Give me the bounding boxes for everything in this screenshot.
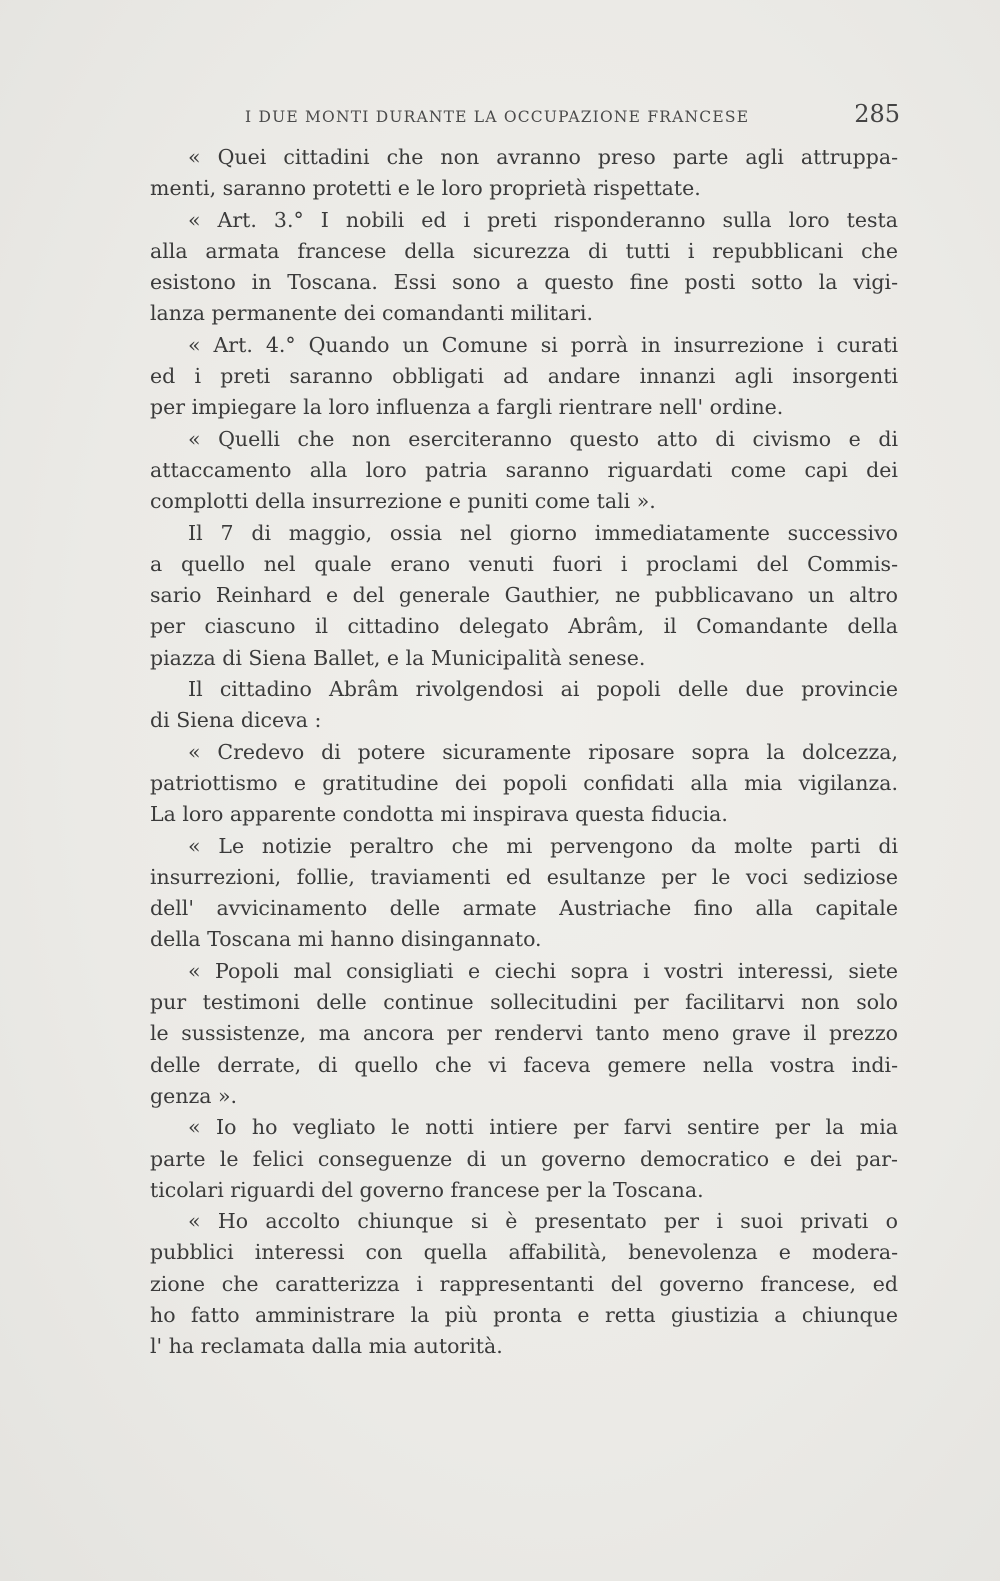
text-line: menti, saranno protetti e le loro proprietà rispettate.	[150, 176, 701, 201]
text-line: « Credevo di potere sicuramente riposare sopra la dolcezza,	[188, 739, 898, 764]
body-text	[150, 142, 898, 1363]
text-line: delle derrate, di quello che vi faceva gemere nella vostra indi-	[150, 1052, 898, 1077]
text-line: ho fatto amministrare la più pronta e retta giustizia a chiunque	[150, 1302, 898, 1327]
text-line: « Ho accolto chiunque si è presentato per i suoi privati o	[188, 1209, 898, 1234]
text-line: « Quelli che non eserciteranno questo atto di civismo e di	[188, 426, 898, 451]
text-line: le sussistenze, ma ancora per rendervi tanto meno grave il prezzo	[150, 1021, 898, 1046]
text-line: a quello nel quale erano venuti fuori i proclami del Commis-	[150, 551, 898, 576]
running-head	[150, 100, 900, 136]
text-line: « Quei cittadini che non avranno preso parte agli attruppa-	[188, 145, 898, 169]
text-line: patriottismo e gratitudine dei popoli confidati alla mia vigilanza.	[150, 770, 898, 795]
text-line: l' ha reclamata dalla mia autorità.	[150, 1334, 503, 1359]
text-line: alla armata francese della sicurezza di tutti i repubblicani che	[150, 238, 898, 263]
text-line: della Toscana mi hanno disingannato.	[150, 927, 542, 952]
text-line: pur testimoni delle continue sollecitudini per facilitarvi non solo	[150, 990, 898, 1015]
text-line: genza ».	[150, 1083, 238, 1108]
text-line: complotti della insurrezione e puniti come tali ».	[150, 489, 656, 514]
text-line: per impiegare la loro influenza a fargli rientrare nell' ordine.	[150, 395, 784, 420]
text-line: pubblici interessi con quella affabilità, benevolenza e modera-	[150, 1240, 898, 1265]
text-line: Il 7 di maggio, ossia nel giorno immediatamente successivo	[188, 520, 898, 545]
text-line: « Le notizie peraltro che mi pervengono da molte parti di	[188, 833, 898, 858]
text-line: per ciascuno il cittadino delegato Abrâm, il Comandante della	[150, 614, 898, 639]
text-line: parte le felici conseguenze di un governo democratico e dei par-	[150, 1146, 898, 1171]
text-line: di Siena diceva :	[150, 708, 322, 733]
running-title: I DUE MONTI DURANTE LA OCCUPAZIONE FRANCESE	[245, 108, 750, 126]
text-line: attaccamento alla loro patria saranno riguardati come capi dei	[150, 457, 898, 482]
text-line: lanza permanente dei comandanti militari.	[150, 301, 593, 326]
text-line: piazza di Siena Ballet, e la Municipalità senese.	[150, 645, 646, 670]
text-line: insurrezioni, follie, traviamenti ed esultanze per le voci sediziose	[150, 864, 898, 889]
text-line: « Popoli mal consigliati e ciechi sopra i vostri interessi, siete	[188, 958, 898, 983]
text-line: La loro apparente condotta mi inspirava questa fiducia.	[150, 802, 728, 827]
text-line: ed i preti saranno obbligati ad andare innanzi agli insorgenti	[150, 364, 898, 389]
text-line: sario Reinhard e del generale Gauthier, ne pubblicavano un altro	[150, 583, 898, 608]
text-line: « Art. 4.° Quando un Comune si porrà in insurrezione i curati	[188, 332, 898, 357]
text-line: ticolari riguardi del governo francese per la Toscana.	[150, 1177, 704, 1202]
page-number: 285	[854, 100, 900, 128]
text-line: esistono in Toscana. Essi sono a questo fine posti sotto la vigi-	[150, 270, 898, 295]
text-line: dell' avvicinamento delle armate Austriache fino alla capitale	[150, 896, 898, 921]
text-line: Il cittadino Abrâm rivolgendosi ai popoli delle due provincie	[188, 677, 898, 702]
text-line: zione che caratterizza i rappresentanti del governo francese, ed	[150, 1271, 898, 1296]
text-line: « Art. 3.° I nobili ed i preti risponderanno sulla loro testa	[188, 207, 898, 232]
text-line: « Io ho vegliato le notti intiere per farvi sentire per la mia	[188, 1115, 898, 1140]
